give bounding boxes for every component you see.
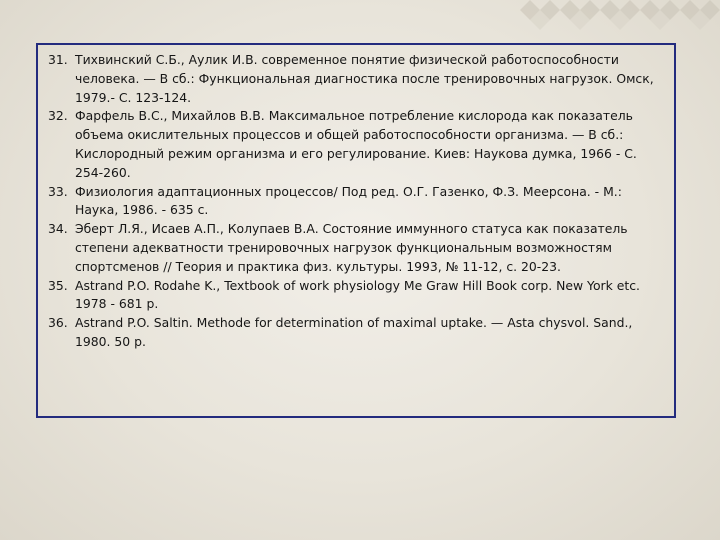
reference-item-34 [48,220,664,276]
reference-number: 35. [48,277,68,293]
reference-item-33 [48,183,664,221]
reference-text: Эберт Л.Я., Исаев А.П., Колупаев В.А. Состояние иммунного статуса как показатель степени адекватности тренировочных нагрузок функциональным возможностям спортсменов // Теория и практика физ. культуры. 1993, № 11-12, с. 20-23. [75,221,628,274]
reference-text: Физиология адаптационных процессов/ Под ред. О.Г. Газенко, Ф.З. Меерсона. - М.: Наука, 1986. - 635 с. [75,183,622,218]
reference-text: Фарфель В.С., Михайлов В.В. Максимальное потребление кислорода как показатель объема окислительных процессов и общей работоспособности организма. — В сб.: Кислородный режим организма и его регулирование. Киев: Наукова думка, 1966 - С. 254-260. [75,108,637,180]
decorative-diamond-pattern [520,0,720,40]
reference-item-35 [48,277,664,315]
reference-number: 33. [48,183,68,199]
reference-text: Тихвинский С.Б., Аулик И.В. современное понятие физической работоспособности человека. — В сб.: Функциональная диагностика после тренировочных нагрузок. Омск, 1979.- С. 123-124. [75,52,654,105]
reference-text: Astrand P.O. Saltin. Methode for determination of maximal uptake. — Asta chysvol. Sand., 1980. 50 p. [75,315,633,349]
reference-number: 32. [48,108,68,124]
references-box [36,43,676,418]
reference-item-32 [48,107,664,182]
reference-number: 34. [48,221,68,237]
reference-text: Astrand P.O. Rodahe K., Textbook of work physiology Me Graw Hill Book corp. New York etc. 1978 - 681 p. [75,277,640,312]
reference-list [48,51,664,352]
reference-number: 36. [48,315,68,331]
reference-number: 31. [48,52,68,67]
reference-item-36 [48,314,664,352]
reference-item-31 [48,51,664,107]
